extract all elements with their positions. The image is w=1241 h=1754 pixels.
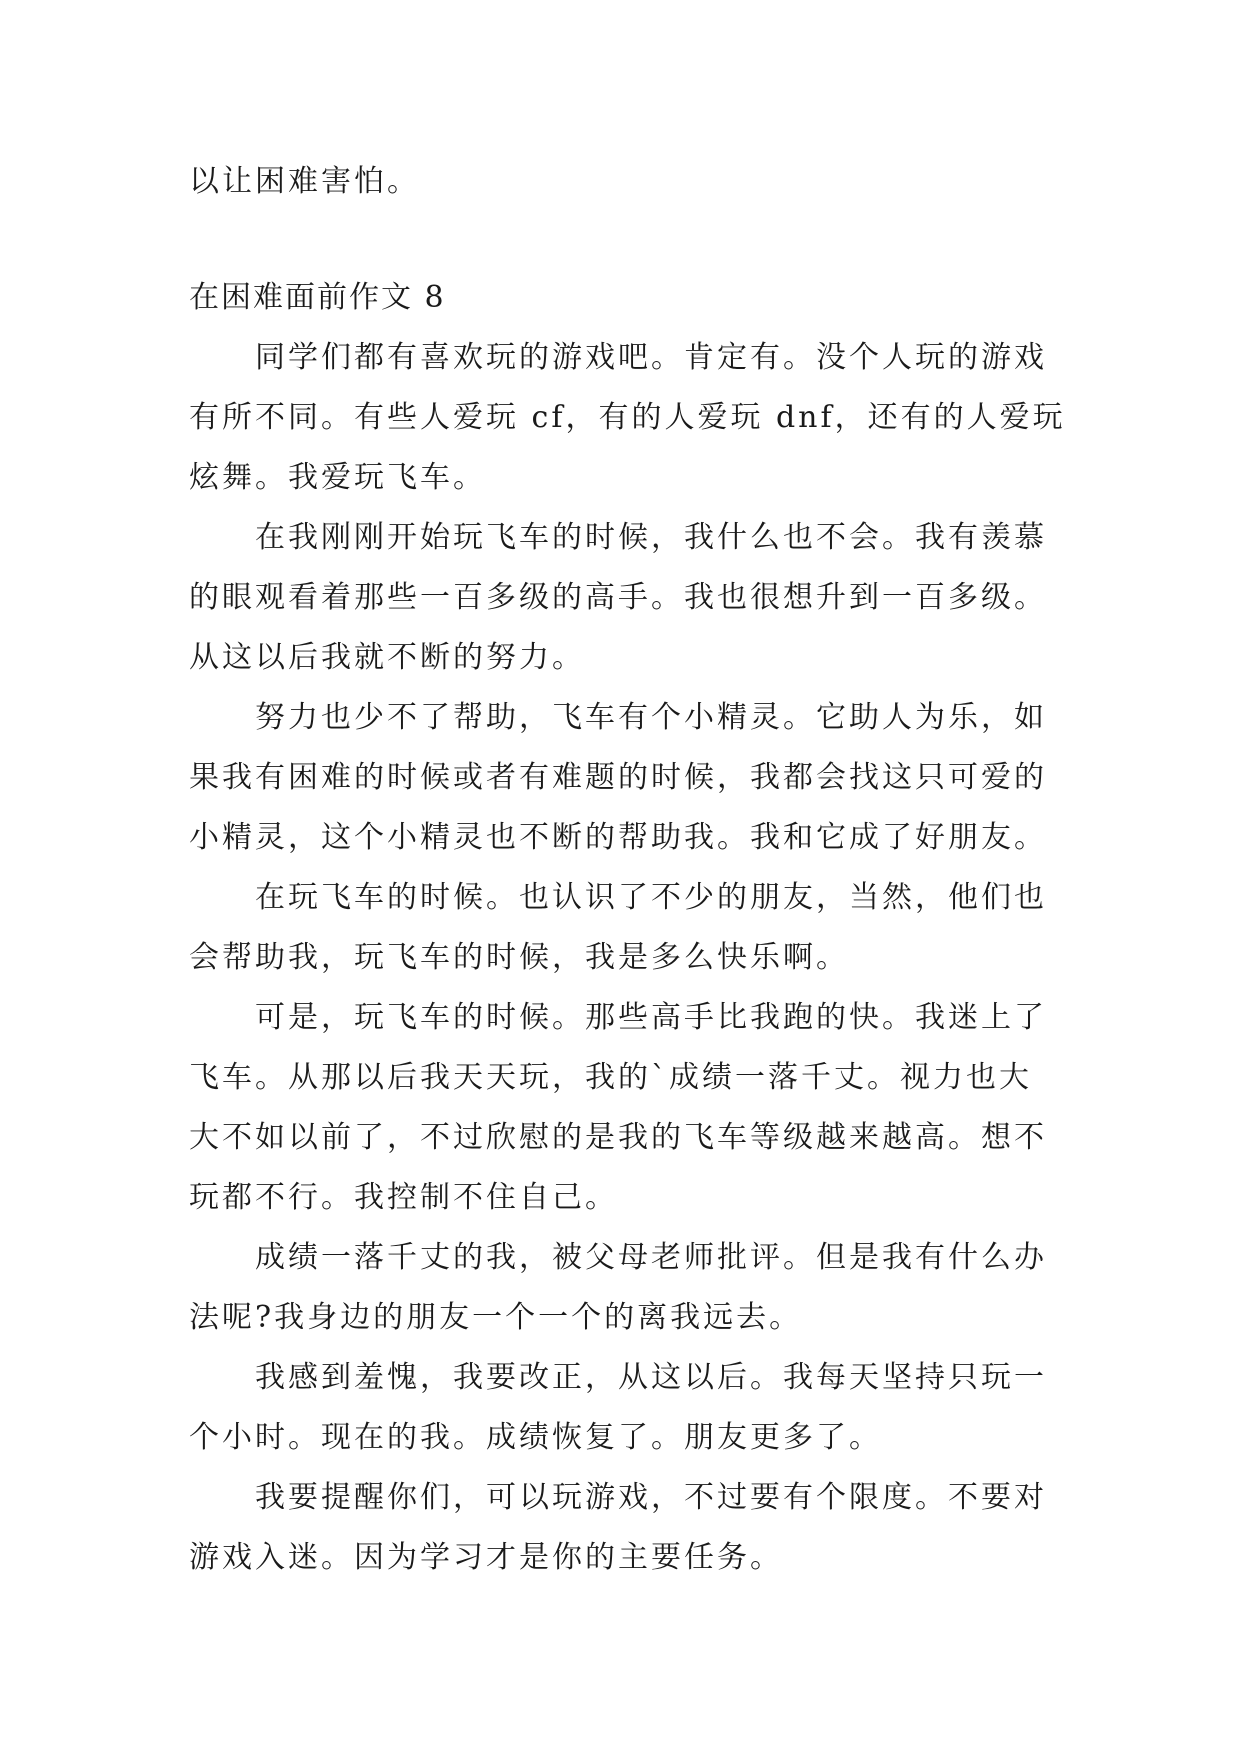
paragraph — [189, 1348, 1057, 1468]
section-gap — [189, 212, 1057, 268]
paragraph-line: 我感到羞愧，我要改正，从这以后。我每天坚持只玩一 — [255, 1360, 1047, 1395]
paragraph-line: 飞车。从那以后我天天玩，我的`成绩一落千丈。视力也大 — [189, 1060, 1032, 1095]
paragraph-line: 同学们都有喜欢玩的游戏吧。肯定有。没个人玩的游戏 — [255, 340, 1047, 375]
paragraph — [189, 508, 1057, 688]
paragraph — [189, 328, 1066, 508]
paragraph-line: 法呢?我身边的朋友一个一个的离我远去。 — [189, 1300, 803, 1335]
section-heading: 在困难面前作文 8 — [189, 280, 446, 315]
paragraph-line: 我要提醒你们，可以玩游戏，不过要有个限度。不要对 — [255, 1480, 1047, 1515]
paragraph-line: 个小时。现在的我。成绩恢复了。朋友更多了。 — [189, 1420, 882, 1455]
carryover-line: 以让困难害怕。 — [189, 164, 420, 199]
document-body — [189, 152, 1066, 1588]
paragraph-line: 大不如以前了，不过欣慰的是我的飞车等级越来越高。想不 — [189, 1120, 1047, 1155]
paragraph-line: 小精灵，这个小精灵也不断的帮助我。我和它成了好朋友。 — [189, 820, 1047, 855]
paragraph-line: 的眼观看着那些一百多级的高手。我也很想升到一百多级。 — [189, 580, 1047, 615]
paragraph-line: 炫舞。我爱玩飞车。 — [189, 460, 486, 495]
paragraph-line: 玩都不行。我控制不住自己。 — [189, 1180, 618, 1215]
paragraph — [189, 1468, 1057, 1588]
paragraph-line: 会帮助我，玩飞车的时候，我是多么快乐啊。 — [189, 940, 849, 975]
paragraph — [189, 688, 1057, 868]
paragraph-line: 在玩飞车的时候。也认识了不少的朋友，当然，他们也 — [255, 880, 1047, 915]
paragraph — [189, 868, 1057, 988]
paragraph-line: 努力也少不了帮助，飞车有个小精灵。它助人为乐，如 — [255, 700, 1047, 735]
paragraph-line: 可是，玩飞车的时候。那些高手比我跑的快。我迷上了 — [255, 1000, 1047, 1035]
paragraph-line: 在我刚刚开始玩飞车的时候，我什么也不会。我有羡慕 — [255, 520, 1047, 555]
paragraph — [189, 988, 1057, 1228]
paragraph — [189, 1228, 1057, 1348]
paragraph-line: 成绩一落千丈的我，被父母老师批评。但是我有什么办 — [255, 1240, 1047, 1275]
paragraph-line: 游戏入迷。因为学习才是你的主要任务。 — [189, 1540, 783, 1575]
paragraph-line: 有所不同。有些人爱玩 cf，有的人爱玩 dnf，还有的人爱玩 — [189, 400, 1066, 435]
paragraph-line: 从这以后我就不断的努力。 — [189, 640, 585, 675]
paragraph-line: 果我有困难的时候或者有难题的时候，我都会找这只可爱的 — [189, 760, 1047, 795]
